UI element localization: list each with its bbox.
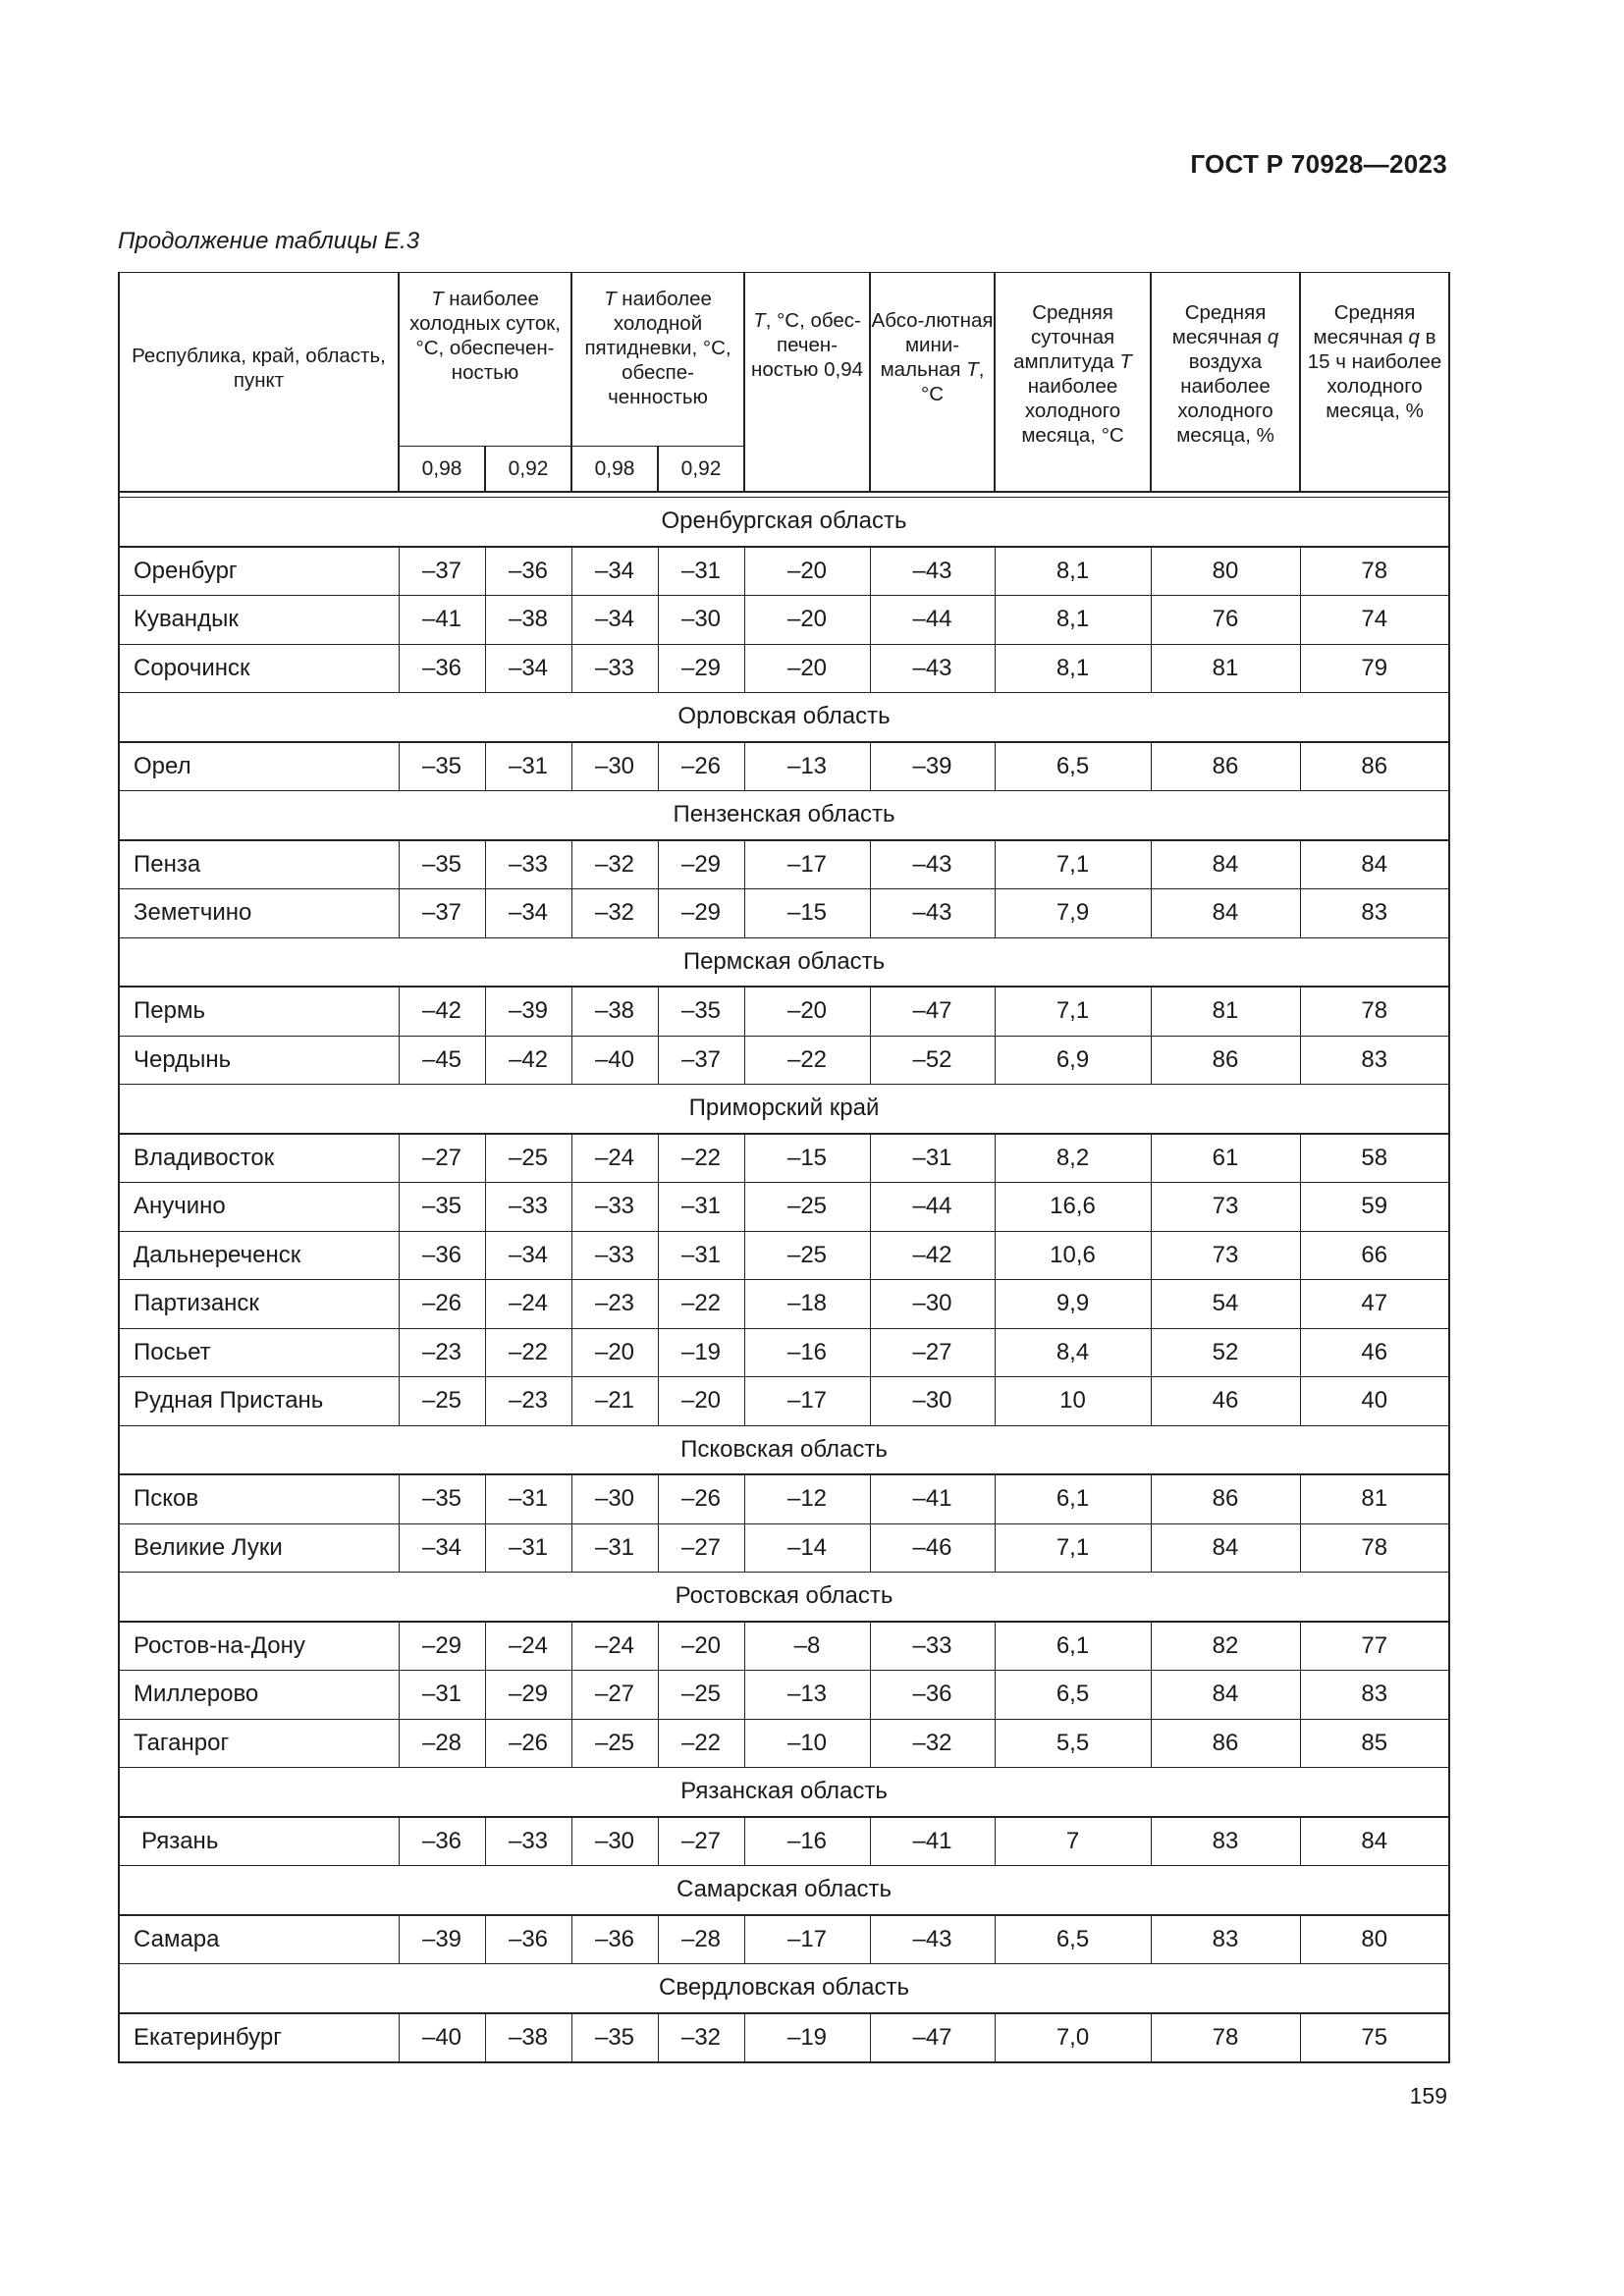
- value-cell: –35: [399, 1474, 485, 1523]
- value-cell: 10,6: [995, 1231, 1151, 1280]
- value-cell: 40: [1300, 1377, 1449, 1426]
- value-cell: –19: [658, 1328, 744, 1377]
- city-name: Владивосток: [119, 1134, 399, 1183]
- value-cell: –28: [399, 1719, 485, 1768]
- value-cell: –44: [870, 596, 995, 645]
- value-cell: –20: [744, 644, 870, 693]
- value-cell: 7,1: [995, 840, 1151, 889]
- value-cell: –29: [399, 1622, 485, 1671]
- region-name: Псковская область: [119, 1425, 1449, 1474]
- value-cell: 9,9: [995, 1280, 1151, 1329]
- header-sub-092-day: 0,92: [485, 446, 571, 492]
- value-cell: –30: [870, 1280, 995, 1329]
- value-cell: –34: [485, 889, 571, 938]
- city-name: Пермь: [119, 987, 399, 1036]
- value-cell: –37: [399, 889, 485, 938]
- value-cell: 84: [1151, 889, 1300, 938]
- value-cell: –36: [870, 1671, 995, 1720]
- value-cell: –17: [744, 840, 870, 889]
- city-name: Сорочинск: [119, 644, 399, 693]
- value-cell: –29: [658, 840, 744, 889]
- value-cell: –35: [399, 840, 485, 889]
- value-cell: –37: [658, 1036, 744, 1085]
- header-humidity-air: Средняя месячная q воздуха наиболее холодного месяца, %: [1151, 273, 1300, 493]
- value-cell: –41: [399, 596, 485, 645]
- value-cell: 6,5: [995, 1671, 1151, 1720]
- table-row: [119, 889, 1449, 938]
- value-cell: –36: [485, 547, 571, 596]
- table-row: [119, 987, 1449, 1036]
- city-name: Самара: [119, 1915, 399, 1964]
- value-cell: 8,1: [995, 644, 1151, 693]
- value-cell: 82: [1151, 1622, 1300, 1671]
- region-name: Орловская область: [119, 693, 1449, 742]
- value-cell: –27: [658, 1523, 744, 1573]
- value-cell: –22: [658, 1719, 744, 1768]
- city-name: Ростов-на-Дону: [119, 1622, 399, 1671]
- value-cell: 79: [1300, 644, 1449, 693]
- value-cell: –33: [870, 1622, 995, 1671]
- city-name: Псков: [119, 1474, 399, 1523]
- region-row: [119, 1768, 1449, 1817]
- city-name: Анучино: [119, 1183, 399, 1232]
- value-cell: 86: [1300, 742, 1449, 791]
- value-cell: 46: [1300, 1328, 1449, 1377]
- value-cell: –25: [744, 1183, 870, 1232]
- header-daily-amplitude: Средняя суточная амплитуда T наиболее холодного месяца, °С: [995, 273, 1151, 493]
- city-name: Орел: [119, 742, 399, 791]
- value-cell: 5,5: [995, 1719, 1151, 1768]
- region-name: Рязанская область: [119, 1768, 1449, 1817]
- value-cell: –29: [658, 889, 744, 938]
- city-name: Кувандык: [119, 596, 399, 645]
- value-cell: –40: [571, 1036, 658, 1085]
- value-cell: 74: [1300, 596, 1449, 645]
- region-name: Ростовская область: [119, 1573, 1449, 1622]
- value-cell: –24: [485, 1280, 571, 1329]
- value-cell: –34: [571, 596, 658, 645]
- value-cell: 81: [1300, 1474, 1449, 1523]
- value-cell: 61: [1151, 1134, 1300, 1183]
- value-cell: –45: [399, 1036, 485, 1085]
- value-cell: 85: [1300, 1719, 1449, 1768]
- value-cell: –38: [571, 987, 658, 1036]
- value-cell: –17: [744, 1377, 870, 1426]
- value-cell: 73: [1151, 1183, 1300, 1232]
- value-cell: –33: [571, 1231, 658, 1280]
- value-cell: –31: [658, 1183, 744, 1232]
- header-region: Республика, край, область, пункт: [119, 273, 399, 493]
- header-absolute-min: Абсо-лютная мини-мальная T, °С: [870, 273, 995, 493]
- value-cell: –13: [744, 1671, 870, 1720]
- value-cell: –36: [485, 1915, 571, 1964]
- header-sub-098-five-day: 0,98: [571, 446, 658, 492]
- city-name: Таганрог: [119, 1719, 399, 1768]
- city-name: Рязань: [119, 1817, 399, 1866]
- value-cell: 84: [1300, 1817, 1449, 1866]
- value-cell: 8,1: [995, 547, 1151, 596]
- value-cell: 81: [1151, 644, 1300, 693]
- value-cell: –47: [870, 2013, 995, 2063]
- value-cell: 59: [1300, 1183, 1449, 1232]
- value-cell: 52: [1151, 1328, 1300, 1377]
- value-cell: 83: [1300, 1036, 1449, 1085]
- value-cell: –32: [571, 889, 658, 938]
- value-cell: –17: [744, 1915, 870, 1964]
- value-cell: 80: [1300, 1915, 1449, 1964]
- value-cell: 86: [1151, 1036, 1300, 1085]
- value-cell: 6,1: [995, 1474, 1151, 1523]
- city-name: Чердынь: [119, 1036, 399, 1085]
- region-row: [119, 1425, 1449, 1474]
- value-cell: –36: [399, 1231, 485, 1280]
- value-cell: –29: [485, 1671, 571, 1720]
- region-name: Приморский край: [119, 1085, 1449, 1134]
- table-row: [119, 742, 1449, 791]
- document-code: ГОСТ Р 70928—2023: [1190, 149, 1447, 179]
- value-cell: 84: [1151, 840, 1300, 889]
- region-row: [119, 498, 1449, 547]
- value-cell: 6,5: [995, 1915, 1151, 1964]
- value-cell: –19: [744, 2013, 870, 2063]
- value-cell: 78: [1300, 987, 1449, 1036]
- value-cell: –20: [744, 547, 870, 596]
- region-row: [119, 1573, 1449, 1622]
- table-row: [119, 1523, 1449, 1573]
- value-cell: 7,1: [995, 1523, 1151, 1573]
- value-cell: 6,9: [995, 1036, 1151, 1085]
- value-cell: –29: [658, 644, 744, 693]
- value-cell: –30: [571, 1474, 658, 1523]
- city-name: Екатеринбург: [119, 2013, 399, 2063]
- value-cell: –14: [744, 1523, 870, 1573]
- header-coldest-day: T наиболее холодных суток, °С, обеспечен-ностью: [399, 273, 571, 447]
- value-cell: –35: [658, 987, 744, 1036]
- value-cell: –30: [571, 1817, 658, 1866]
- value-cell: –37: [399, 547, 485, 596]
- value-cell: 80: [1151, 547, 1300, 596]
- region-row: [119, 693, 1449, 742]
- value-cell: –26: [658, 742, 744, 791]
- value-cell: 8,2: [995, 1134, 1151, 1183]
- value-cell: 66: [1300, 1231, 1449, 1280]
- value-cell: –23: [399, 1328, 485, 1377]
- city-name: Дальнереченск: [119, 1231, 399, 1280]
- value-cell: –39: [485, 987, 571, 1036]
- value-cell: –31: [571, 1523, 658, 1573]
- value-cell: –22: [658, 1134, 744, 1183]
- value-cell: 83: [1300, 889, 1449, 938]
- city-name: Миллерово: [119, 1671, 399, 1720]
- value-cell: –46: [870, 1523, 995, 1573]
- value-cell: 10: [995, 1377, 1151, 1426]
- city-name: Партизанск: [119, 1280, 399, 1329]
- header-sub-092-five-day: 0,92: [658, 446, 744, 492]
- value-cell: 86: [1151, 742, 1300, 791]
- value-cell: –39: [399, 1915, 485, 1964]
- table-row: [119, 1817, 1449, 1866]
- region-name: Пензенская область: [119, 791, 1449, 840]
- value-cell: 8,4: [995, 1328, 1151, 1377]
- region-name: Свердловская область: [119, 1964, 1449, 2013]
- table-row: [119, 1474, 1449, 1523]
- page-number: 159: [1409, 2083, 1447, 2109]
- value-cell: –26: [399, 1280, 485, 1329]
- value-cell: –22: [744, 1036, 870, 1085]
- value-cell: –20: [658, 1377, 744, 1426]
- value-cell: 8,1: [995, 596, 1151, 645]
- value-cell: –12: [744, 1474, 870, 1523]
- value-cell: –24: [485, 1622, 571, 1671]
- value-cell: –30: [571, 742, 658, 791]
- header-coldest-five-day: T наиболее холодной пятидневки, °С, обеспе-ченностью: [571, 273, 744, 447]
- value-cell: 58: [1300, 1134, 1449, 1183]
- value-cell: 16,6: [995, 1183, 1151, 1232]
- value-cell: 7: [995, 1817, 1151, 1866]
- value-cell: –44: [870, 1183, 995, 1232]
- region-row: [119, 937, 1449, 987]
- table-row: [119, 596, 1449, 645]
- value-cell: –41: [870, 1817, 995, 1866]
- table-row: [119, 1377, 1449, 1426]
- region-row: [119, 1866, 1449, 1915]
- value-cell: –40: [399, 2013, 485, 2063]
- value-cell: –38: [485, 2013, 571, 2063]
- table-row: [119, 1622, 1449, 1671]
- value-cell: 83: [1300, 1671, 1449, 1720]
- value-cell: 46: [1151, 1377, 1300, 1426]
- value-cell: –27: [870, 1328, 995, 1377]
- climate-table: [118, 272, 1450, 2063]
- value-cell: –20: [658, 1622, 744, 1671]
- city-name: Рудная Пристань: [119, 1377, 399, 1426]
- value-cell: 77: [1300, 1622, 1449, 1671]
- value-cell: –8: [744, 1622, 870, 1671]
- value-cell: –41: [870, 1474, 995, 1523]
- table-caption: Продолжение таблицы Е.3: [118, 228, 420, 254]
- value-cell: –42: [485, 1036, 571, 1085]
- value-cell: –36: [399, 1817, 485, 1866]
- value-cell: –26: [485, 1719, 571, 1768]
- value-cell: 7,0: [995, 2013, 1151, 2063]
- value-cell: 78: [1151, 2013, 1300, 2063]
- value-cell: –36: [571, 1915, 658, 1964]
- value-cell: –32: [870, 1719, 995, 1768]
- value-cell: –15: [744, 889, 870, 938]
- value-cell: –31: [485, 1523, 571, 1573]
- value-cell: –16: [744, 1328, 870, 1377]
- value-cell: –34: [571, 547, 658, 596]
- region-name: Самарская область: [119, 1866, 1449, 1915]
- value-cell: 78: [1300, 547, 1449, 596]
- city-name: Пенза: [119, 840, 399, 889]
- value-cell: –30: [870, 1377, 995, 1426]
- table-row: [119, 1036, 1449, 1085]
- value-cell: –23: [485, 1377, 571, 1426]
- value-cell: 86: [1151, 1719, 1300, 1768]
- value-cell: 81: [1151, 987, 1300, 1036]
- value-cell: –42: [399, 987, 485, 1036]
- header-sub-098-day: 0,98: [399, 446, 485, 492]
- value-cell: 7,9: [995, 889, 1151, 938]
- city-name: Оренбург: [119, 547, 399, 596]
- region-name: Оренбургская область: [119, 498, 1449, 547]
- value-cell: –34: [485, 644, 571, 693]
- table-row: [119, 1134, 1449, 1183]
- city-name: Великие Луки: [119, 1523, 399, 1573]
- value-cell: –23: [571, 1280, 658, 1329]
- value-cell: –10: [744, 1719, 870, 1768]
- value-cell: –25: [744, 1231, 870, 1280]
- value-cell: 76: [1151, 596, 1300, 645]
- value-cell: –39: [870, 742, 995, 791]
- table-row: [119, 840, 1449, 889]
- value-cell: 7,1: [995, 987, 1151, 1036]
- value-cell: –25: [658, 1671, 744, 1720]
- value-cell: –24: [571, 1622, 658, 1671]
- value-cell: 84: [1300, 840, 1449, 889]
- table-row: [119, 1328, 1449, 1377]
- value-cell: 84: [1151, 1523, 1300, 1573]
- value-cell: 54: [1151, 1280, 1300, 1329]
- value-cell: –35: [399, 1183, 485, 1232]
- value-cell: –35: [399, 742, 485, 791]
- value-cell: 6,1: [995, 1622, 1151, 1671]
- table-row: [119, 547, 1449, 596]
- city-name: Земетчино: [119, 889, 399, 938]
- value-cell: 73: [1151, 1231, 1300, 1280]
- value-cell: –36: [399, 644, 485, 693]
- value-cell: 83: [1151, 1817, 1300, 1866]
- value-cell: –22: [658, 1280, 744, 1329]
- table-row: [119, 1671, 1449, 1720]
- region-row: [119, 1964, 1449, 2013]
- header-t-094: T, °С, обес-печен-ностью 0,94: [744, 273, 870, 493]
- value-cell: –42: [870, 1231, 995, 1280]
- value-cell: –25: [571, 1719, 658, 1768]
- value-cell: –15: [744, 1134, 870, 1183]
- table-row: [119, 644, 1449, 693]
- value-cell: –16: [744, 1817, 870, 1866]
- value-cell: –26: [658, 1474, 744, 1523]
- header-humidity-15h: Средняя месячная q в 15 ч наиболее холодного месяца, %: [1300, 273, 1449, 493]
- table-row: [119, 1719, 1449, 1768]
- value-cell: –13: [744, 742, 870, 791]
- table-row: [119, 2013, 1449, 2063]
- value-cell: –20: [744, 596, 870, 645]
- city-name: Посьет: [119, 1328, 399, 1377]
- value-cell: –32: [571, 840, 658, 889]
- value-cell: –43: [870, 644, 995, 693]
- table-row: [119, 1231, 1449, 1280]
- region-row: [119, 1085, 1449, 1134]
- table-row: [119, 1915, 1449, 1964]
- value-cell: –27: [658, 1817, 744, 1866]
- value-cell: –34: [399, 1523, 485, 1573]
- value-cell: –27: [399, 1134, 485, 1183]
- value-cell: –33: [485, 1183, 571, 1232]
- value-cell: –20: [744, 987, 870, 1036]
- value-cell: –43: [870, 547, 995, 596]
- value-cell: –43: [870, 1915, 995, 1964]
- value-cell: 75: [1300, 2013, 1449, 2063]
- value-cell: –27: [571, 1671, 658, 1720]
- value-cell: 6,5: [995, 742, 1151, 791]
- region-row: [119, 791, 1449, 840]
- value-cell: –21: [571, 1377, 658, 1426]
- value-cell: –33: [571, 644, 658, 693]
- value-cell: –31: [870, 1134, 995, 1183]
- value-cell: –30: [658, 596, 744, 645]
- value-cell: –52: [870, 1036, 995, 1085]
- value-cell: 47: [1300, 1280, 1449, 1329]
- value-cell: 78: [1300, 1523, 1449, 1573]
- value-cell: –38: [485, 596, 571, 645]
- value-cell: –31: [399, 1671, 485, 1720]
- value-cell: –31: [658, 1231, 744, 1280]
- value-cell: –25: [485, 1134, 571, 1183]
- value-cell: –25: [399, 1377, 485, 1426]
- value-cell: –20: [571, 1328, 658, 1377]
- value-cell: 86: [1151, 1474, 1300, 1523]
- value-cell: –24: [571, 1134, 658, 1183]
- value-cell: –28: [658, 1915, 744, 1964]
- value-cell: 84: [1151, 1671, 1300, 1720]
- value-cell: –33: [485, 1817, 571, 1866]
- value-cell: –34: [485, 1231, 571, 1280]
- value-cell: –47: [870, 987, 995, 1036]
- value-cell: –18: [744, 1280, 870, 1329]
- table-body: [119, 492, 1449, 2062]
- value-cell: –43: [870, 840, 995, 889]
- value-cell: –43: [870, 889, 995, 938]
- value-cell: –31: [658, 547, 744, 596]
- value-cell: –22: [485, 1328, 571, 1377]
- value-cell: –33: [571, 1183, 658, 1232]
- value-cell: –31: [485, 1474, 571, 1523]
- value-cell: 83: [1151, 1915, 1300, 1964]
- value-cell: –31: [485, 742, 571, 791]
- region-name: Пермская область: [119, 937, 1449, 987]
- table-row: [119, 1183, 1449, 1232]
- value-cell: –32: [658, 2013, 744, 2063]
- value-cell: –33: [485, 840, 571, 889]
- table-row: [119, 1280, 1449, 1329]
- table-header: [119, 273, 1449, 493]
- value-cell: –35: [571, 2013, 658, 2063]
